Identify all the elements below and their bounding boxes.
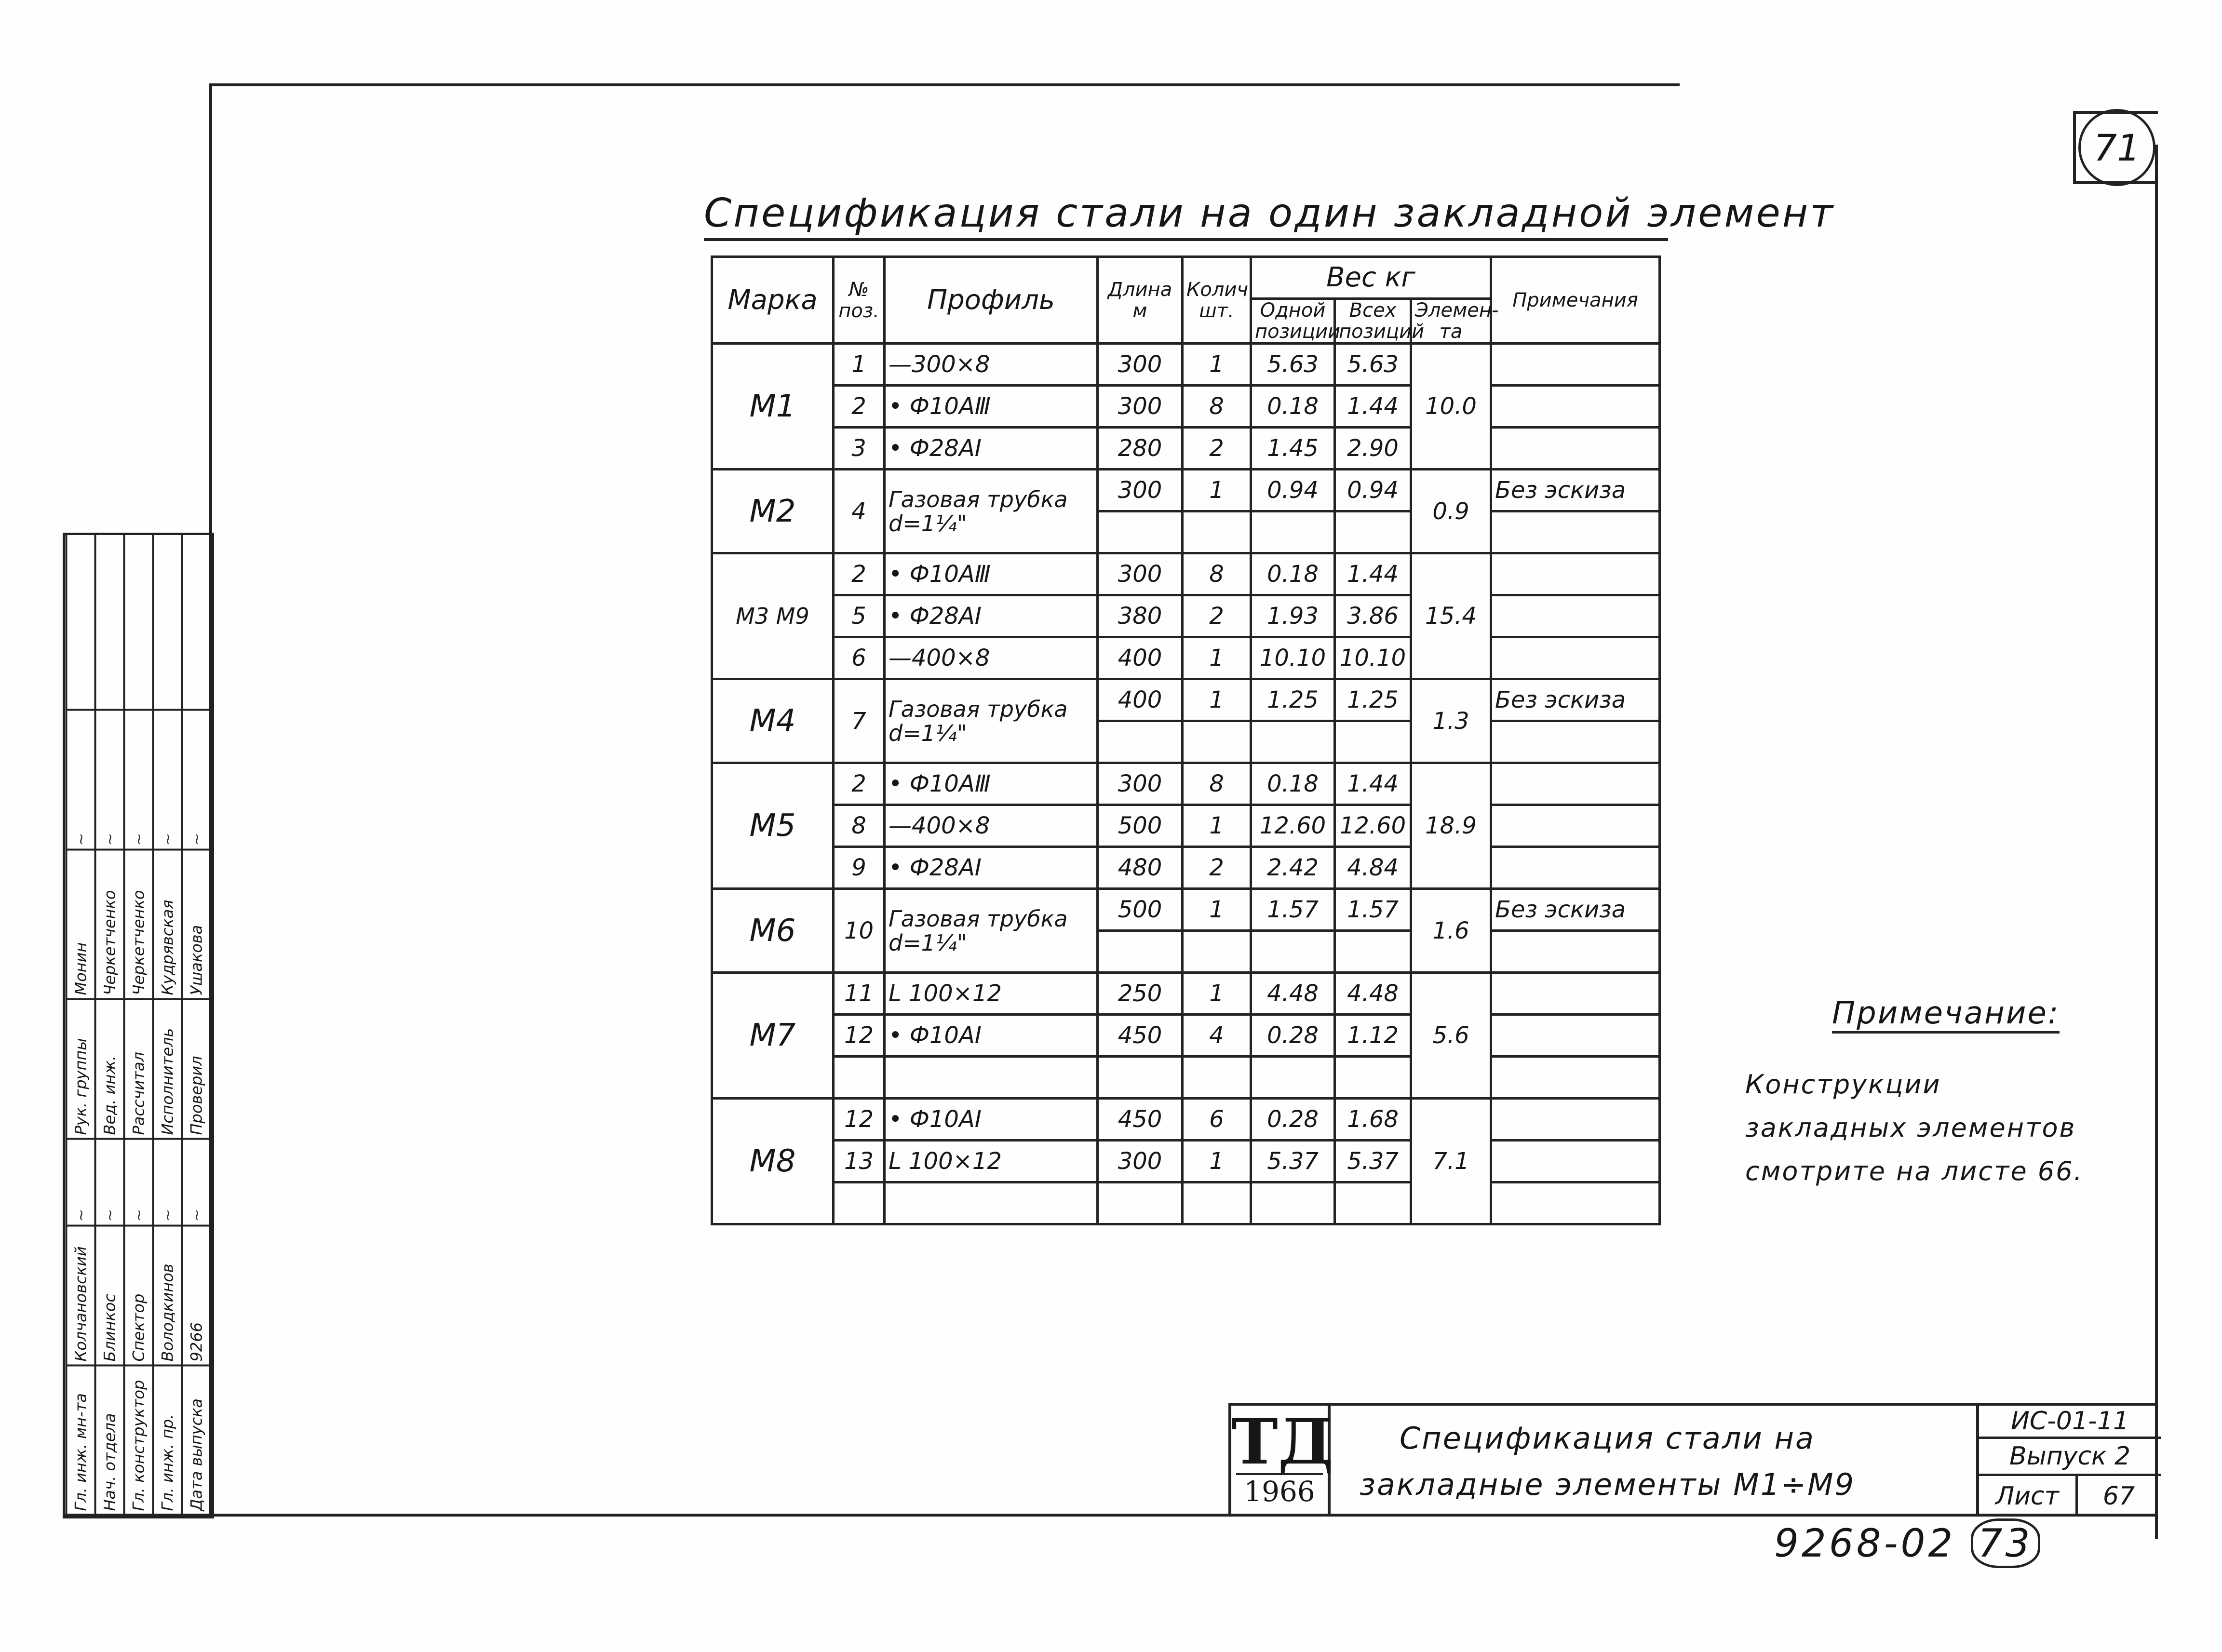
length-cell: 400 <box>1098 637 1183 679</box>
pos-cell: 2 <box>834 763 885 805</box>
note-cell <box>1491 344 1660 386</box>
qty-cell: 8 <box>1183 553 1251 595</box>
stamp-role: Гл. конструктор <box>124 1366 153 1515</box>
weight-all-cell: 1.12 <box>1335 1015 1411 1057</box>
header-notes: Примечания <box>1491 257 1660 344</box>
table-row <box>712 1141 1660 1182</box>
table-row <box>712 679 1660 721</box>
weight-one-cell: 0.18 <box>1251 553 1335 595</box>
profile-cell: • Ф10АⅠ <box>885 1099 1098 1141</box>
stamp-signature: ~ <box>95 1139 124 1226</box>
weight-one-cell: 0.28 <box>1251 1015 1335 1057</box>
element-weight-cell: 1.6 <box>1411 889 1491 973</box>
weight-all-cell: 2.90 <box>1335 428 1411 470</box>
profile-cell: Газовая трубка d=1¼" <box>885 679 1098 763</box>
mark-cell: М2 <box>712 470 834 553</box>
length-cell: 450 <box>1098 1099 1183 1141</box>
length-cell: 380 <box>1098 595 1183 637</box>
pos-cell: 8 <box>834 805 885 847</box>
pos-cell: 3 <box>834 428 885 470</box>
note-cell <box>1491 763 1660 805</box>
stamp-person: Черкетченко <box>95 850 124 999</box>
qty-cell: 1 <box>1183 637 1251 679</box>
title-block-logo <box>1231 1405 1334 1517</box>
stamp-signature: ~ <box>153 710 182 850</box>
length-cell: 400 <box>1098 679 1183 721</box>
weight-all-cell: 1.44 <box>1335 763 1411 805</box>
weight-all-cell: 0.94 <box>1335 470 1411 511</box>
stamp-row <box>153 534 182 1515</box>
header-weight-element: Элемен- та <box>1411 299 1491 344</box>
table-row <box>712 637 1660 679</box>
stamp-signature: ~ <box>124 1139 153 1226</box>
profile-cell: L 100×12 <box>885 973 1098 1015</box>
header-weight-one: Одной позиции <box>1251 299 1335 344</box>
table-row <box>712 805 1660 847</box>
profile-cell: • Ф10АⅠ <box>885 1015 1098 1057</box>
length-cell: 250 <box>1098 973 1183 1015</box>
title-block <box>1228 1403 2158 1517</box>
profile-cell: • Ф28АⅠ <box>885 595 1098 637</box>
frame-top-line <box>209 83 1680 86</box>
header-weight-group: Вес кг <box>1251 257 1491 299</box>
weight-one-cell: 0.18 <box>1251 386 1335 428</box>
table-row <box>712 1099 1660 1141</box>
stamp-role: Проверил <box>182 999 211 1139</box>
weight-all-cell: 3.86 <box>1335 595 1411 637</box>
note-cell <box>1491 595 1660 637</box>
weight-all-cell: 1.44 <box>1335 553 1411 595</box>
profile-cell: • Ф10АⅢ <box>885 386 1098 428</box>
element-weight-cell: 10.0 <box>1411 344 1491 470</box>
note-cell <box>1491 1099 1660 1141</box>
stamp-role: Вед. инж. <box>95 999 124 1139</box>
title-block-title <box>1342 1415 1872 1508</box>
mark-cell: М6 <box>712 889 834 973</box>
table-row <box>712 344 1660 386</box>
profile-cell: • Ф28АⅠ <box>885 847 1098 889</box>
stamp-role: Гл. инж. пр. <box>153 1366 182 1515</box>
stamp-person: Колчановский <box>67 1226 95 1366</box>
stamp-role: Гл. инж. мн-та <box>67 1366 95 1515</box>
pos-cell: 6 <box>834 637 885 679</box>
document-code: ИС-01-11 <box>1979 1406 2161 1439</box>
sheet-label: Лист <box>1979 1476 2078 1517</box>
weight-all-cell: 5.63 <box>1335 344 1411 386</box>
pos-cell: 2 <box>834 553 885 595</box>
note-cell <box>1491 1141 1660 1182</box>
corner-sheet-number-text: 71 <box>2078 109 2155 186</box>
table-row <box>712 1057 1660 1099</box>
weight-all-cell: 12.60 <box>1335 805 1411 847</box>
element-weight-cell: 1.3 <box>1411 679 1491 763</box>
stamp-signature: ~ <box>67 1139 95 1226</box>
stamp-row <box>95 534 124 1515</box>
header-quantity: Колич шт. <box>1183 257 1251 344</box>
note-heading: Примечание: <box>1832 995 2060 1034</box>
stamp-row <box>124 534 153 1515</box>
stamp-person: Черкетченко <box>124 850 153 999</box>
stamp-signature: ~ <box>124 710 153 850</box>
qty-cell: 1 <box>1183 805 1251 847</box>
pos-cell: 12 <box>834 1015 885 1057</box>
mark-cell: М1 <box>712 344 834 470</box>
weight-all-cell: 1.57 <box>1335 889 1411 931</box>
approval-stamp-rotated <box>66 535 212 1516</box>
length-cell: 500 <box>1098 805 1183 847</box>
profile-cell: —300×8 <box>885 344 1098 386</box>
logo-year: 1966 <box>1236 1473 1323 1508</box>
qty-cell: 6 <box>1183 1099 1251 1141</box>
stamp-person: Спектор <box>124 1226 153 1366</box>
weight-all-cell: 1.68 <box>1335 1099 1411 1141</box>
qty-cell: 2 <box>1183 595 1251 637</box>
note-cell <box>1491 553 1660 595</box>
profile-cell: —400×8 <box>885 637 1098 679</box>
weight-one-cell: 4.48 <box>1251 973 1335 1015</box>
weight-one-cell: 5.37 <box>1251 1141 1335 1182</box>
mark-cell: М3 М9 <box>712 553 834 679</box>
approval-stamp-table <box>66 533 212 1516</box>
logo-letters: ТД <box>1231 1405 1334 1478</box>
qty-cell: 1 <box>1183 679 1251 721</box>
weight-one-cell: 1.25 <box>1251 679 1335 721</box>
stamp-role: Рассчитал <box>124 999 153 1139</box>
note-cell <box>1491 428 1660 470</box>
profile-cell: • Ф28АⅠ <box>885 428 1098 470</box>
title-block-codes <box>1976 1406 2161 1517</box>
corner-sheet-number <box>2073 111 2158 184</box>
weight-all-cell: 10.10 <box>1335 637 1411 679</box>
stamp-signature: ~ <box>67 710 95 850</box>
pos-cell: 1 <box>834 344 885 386</box>
length-cell: 480 <box>1098 847 1183 889</box>
weight-one-cell: 10.10 <box>1251 637 1335 679</box>
note-cell: Без эскиза <box>1491 889 1660 931</box>
qty-cell: 1 <box>1183 1141 1251 1182</box>
element-weight-cell: 15.4 <box>1411 553 1491 679</box>
stamp-role: Дата выпуска <box>182 1366 211 1515</box>
qty-cell: 1 <box>1183 470 1251 511</box>
profile-cell: L 100×12 <box>885 1141 1098 1182</box>
pos-cell: 12 <box>834 1099 885 1141</box>
pos-cell: 9 <box>834 847 885 889</box>
table-row <box>712 386 1660 428</box>
pos-cell: 13 <box>834 1141 885 1182</box>
element-weight-cell: 18.9 <box>1411 763 1491 889</box>
stamp-person: Кудрявская <box>153 850 182 999</box>
frame-right-line <box>2155 145 2158 1539</box>
weight-all-cell: 1.44 <box>1335 386 1411 428</box>
length-cell: 500 <box>1098 889 1183 931</box>
weight-one-cell: 1.45 <box>1251 428 1335 470</box>
weight-all-cell: 5.37 <box>1335 1141 1411 1182</box>
mark-cell: М5 <box>712 763 834 889</box>
pos-cell: 2 <box>834 386 885 428</box>
weight-one-cell: 0.18 <box>1251 763 1335 805</box>
weight-one-cell: 0.28 <box>1251 1099 1335 1141</box>
weight-all-cell: 4.84 <box>1335 847 1411 889</box>
length-cell: 300 <box>1098 470 1183 511</box>
table-row <box>712 847 1660 889</box>
note-cell: Без эскиза <box>1491 679 1660 721</box>
note-cell <box>1491 386 1660 428</box>
note-text: Конструкции закладных элементов смотрите на листе 66. <box>1745 1069 2084 1186</box>
stamp-role: Исполнитель <box>153 999 182 1139</box>
stamp-signature: ~ <box>95 710 124 850</box>
sheet-cell <box>1979 1476 2161 1517</box>
stamp-role: Рук. группы <box>67 999 95 1139</box>
stamp-signature: ~ <box>153 1139 182 1226</box>
profile-cell: Газовая трубка d=1¼" <box>885 889 1098 973</box>
note-cell: Без эскиза <box>1491 470 1660 511</box>
pos-cell: 4 <box>834 470 885 553</box>
element-weight-cell: 7.1 <box>1411 1099 1491 1224</box>
note-cell <box>1491 973 1660 1015</box>
mark-cell: М7 <box>712 973 834 1099</box>
weight-one-cell: 5.63 <box>1251 344 1335 386</box>
table-row <box>712 428 1660 470</box>
length-cell: 300 <box>1098 1141 1183 1182</box>
weight-one-cell: 1.57 <box>1251 889 1335 931</box>
qty-cell: 1 <box>1183 344 1251 386</box>
qty-cell: 2 <box>1183 847 1251 889</box>
table-row <box>712 889 1660 931</box>
qty-cell: 8 <box>1183 763 1251 805</box>
note-cell <box>1491 847 1660 889</box>
weight-all-cell: 4.48 <box>1335 973 1411 1015</box>
mark-cell: М8 <box>712 1099 834 1224</box>
header-length: Длина м <box>1098 257 1183 344</box>
drawing-number <box>1774 1521 2040 1566</box>
specification-title: Спецификация стали на один закладной элемент <box>704 190 1668 241</box>
stamp-row <box>182 534 211 1515</box>
qty-cell: 8 <box>1183 386 1251 428</box>
stamp-person: Блинкос <box>95 1226 124 1366</box>
issue-label: Выпуск 2 <box>1979 1439 2161 1476</box>
stamp-role: Нач. отдела <box>95 1366 124 1515</box>
stamp-row <box>67 534 95 1515</box>
stamp-person: Ушакова <box>182 850 211 999</box>
mark-cell: М4 <box>712 679 834 763</box>
pos-cell: 11 <box>834 973 885 1015</box>
note-cell <box>1491 637 1660 679</box>
stamp-signature: ~ <box>182 710 211 850</box>
length-cell: 300 <box>1098 344 1183 386</box>
title-line-1: Спецификация стали на <box>1399 1421 1816 1456</box>
weight-one-cell: 2.42 <box>1251 847 1335 889</box>
stamp-person: Монин <box>67 850 95 999</box>
drawing-number-text: 9268-02 <box>1774 1521 1956 1566</box>
profile-cell: • Ф10АⅢ <box>885 553 1098 595</box>
table-row <box>712 1015 1660 1057</box>
note-cell <box>1491 1015 1660 1057</box>
drawing-number-circled: 73 <box>1971 1518 2040 1568</box>
length-cell: 300 <box>1098 386 1183 428</box>
stamp-person: 9266 <box>182 1226 211 1366</box>
table-row <box>712 553 1660 595</box>
stamp-person: Володкинов <box>153 1226 182 1366</box>
profile-cell: —400×8 <box>885 805 1098 847</box>
weight-one-cell: 1.93 <box>1251 595 1335 637</box>
pos-cell: 7 <box>834 679 885 763</box>
weight-one-cell: 0.94 <box>1251 470 1335 511</box>
length-cell: 300 <box>1098 763 1183 805</box>
header-weight-all: Всех позиций <box>1335 299 1411 344</box>
note-cell <box>1491 805 1660 847</box>
title-line-2: закладные элементы М1÷М9 <box>1359 1467 1856 1502</box>
approval-stamp <box>63 533 214 1518</box>
table-row <box>712 470 1660 511</box>
profile-cell: Газовая трубка d=1¼" <box>885 470 1098 553</box>
element-weight-cell: 0.9 <box>1411 470 1491 553</box>
pos-cell: 5 <box>834 595 885 637</box>
header-profile: Профиль <box>885 257 1098 344</box>
length-cell: 300 <box>1098 553 1183 595</box>
profile-cell: • Ф10АⅢ <box>885 763 1098 805</box>
pos-cell: 10 <box>834 889 885 973</box>
header-pos: № поз. <box>834 257 885 344</box>
qty-cell: 1 <box>1183 889 1251 931</box>
table-row <box>712 973 1660 1015</box>
steel-specification-table <box>711 255 1661 1225</box>
weight-one-cell: 12.60 <box>1251 805 1335 847</box>
table-row <box>712 1182 1660 1224</box>
stamp-signature: ~ <box>182 1139 211 1226</box>
table-row <box>712 595 1660 637</box>
qty-cell: 2 <box>1183 428 1251 470</box>
weight-all-cell: 1.25 <box>1335 679 1411 721</box>
qty-cell: 1 <box>1183 973 1251 1015</box>
sheet-value: 67 <box>2102 1482 2135 1511</box>
length-cell: 450 <box>1098 1015 1183 1057</box>
table-row <box>712 763 1660 805</box>
header-mark: Марка <box>712 257 834 344</box>
qty-cell: 4 <box>1183 1015 1251 1057</box>
element-weight-cell: 5.6 <box>1411 973 1491 1099</box>
length-cell: 280 <box>1098 428 1183 470</box>
